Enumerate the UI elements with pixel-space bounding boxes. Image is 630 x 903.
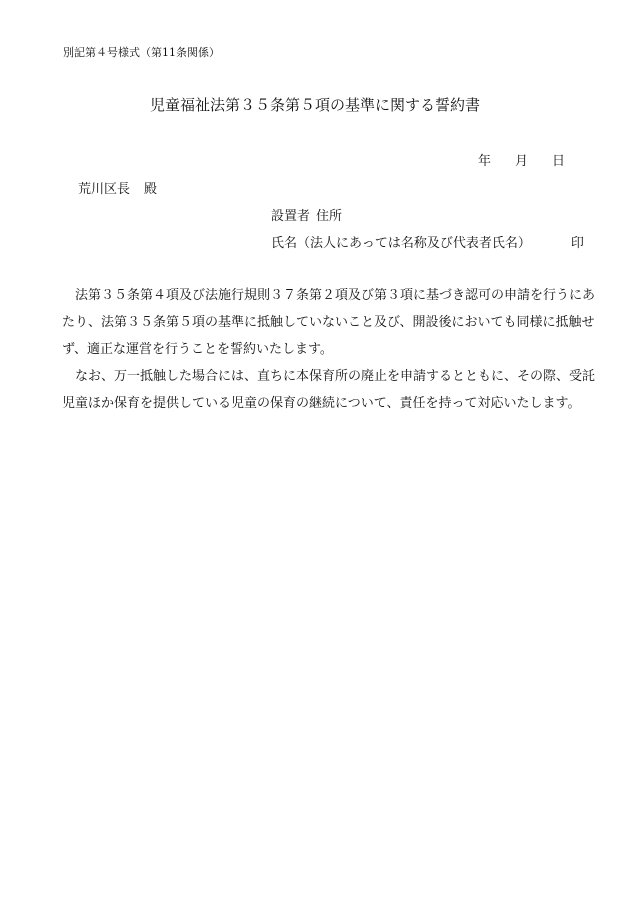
form-label: 別記第４号様式（第11条関係） xyxy=(63,46,220,59)
paragraph-1 xyxy=(62,282,596,363)
date-year: 年 xyxy=(478,154,492,169)
pledge-body xyxy=(62,282,596,417)
date-month: 月 xyxy=(515,154,529,169)
addressee-honorific: 殿 xyxy=(144,182,158,197)
date-line xyxy=(478,150,565,169)
name-label: 氏名（法人にあっては名称及び代表者氏名） xyxy=(271,236,531,251)
addressee-name: 荒川区長 xyxy=(78,182,131,197)
founder-label: 設置者 xyxy=(271,209,311,224)
addressee xyxy=(78,178,157,197)
paragraph-2 xyxy=(62,363,596,417)
paragraph-2-line-2: 児童ほか保育を提供している児童の保育の継続について、責任を持って対応いたします。 xyxy=(62,396,581,411)
document-title: 児童福祉法第３５条第５項の基準に関する誓約書 xyxy=(149,96,480,114)
date-day: 日 xyxy=(552,154,566,169)
paragraph-2-line-1: なお、万一抵触した場合には、直ちに本保育所の廃止を申請するとともに、その際、受託 xyxy=(75,369,596,384)
name-line xyxy=(271,232,584,251)
founder-line xyxy=(271,205,342,224)
paragraph-1-line-3: ず、適正な運営を行うことを誓約いたします。 xyxy=(62,342,333,357)
seal-mark: 印 xyxy=(570,236,584,251)
paragraph-1-line-1: 法第３５条第４項及び法施行規則３７条第２項及び第３項に基づき認可の申請を行うにあ xyxy=(75,288,596,303)
founder-address-label: 住所 xyxy=(316,209,343,224)
paragraph-1-line-2: たり、法第３５条第５項の基準に抵触していないこと及び、開設後においても同様に抵触せ xyxy=(62,315,595,330)
